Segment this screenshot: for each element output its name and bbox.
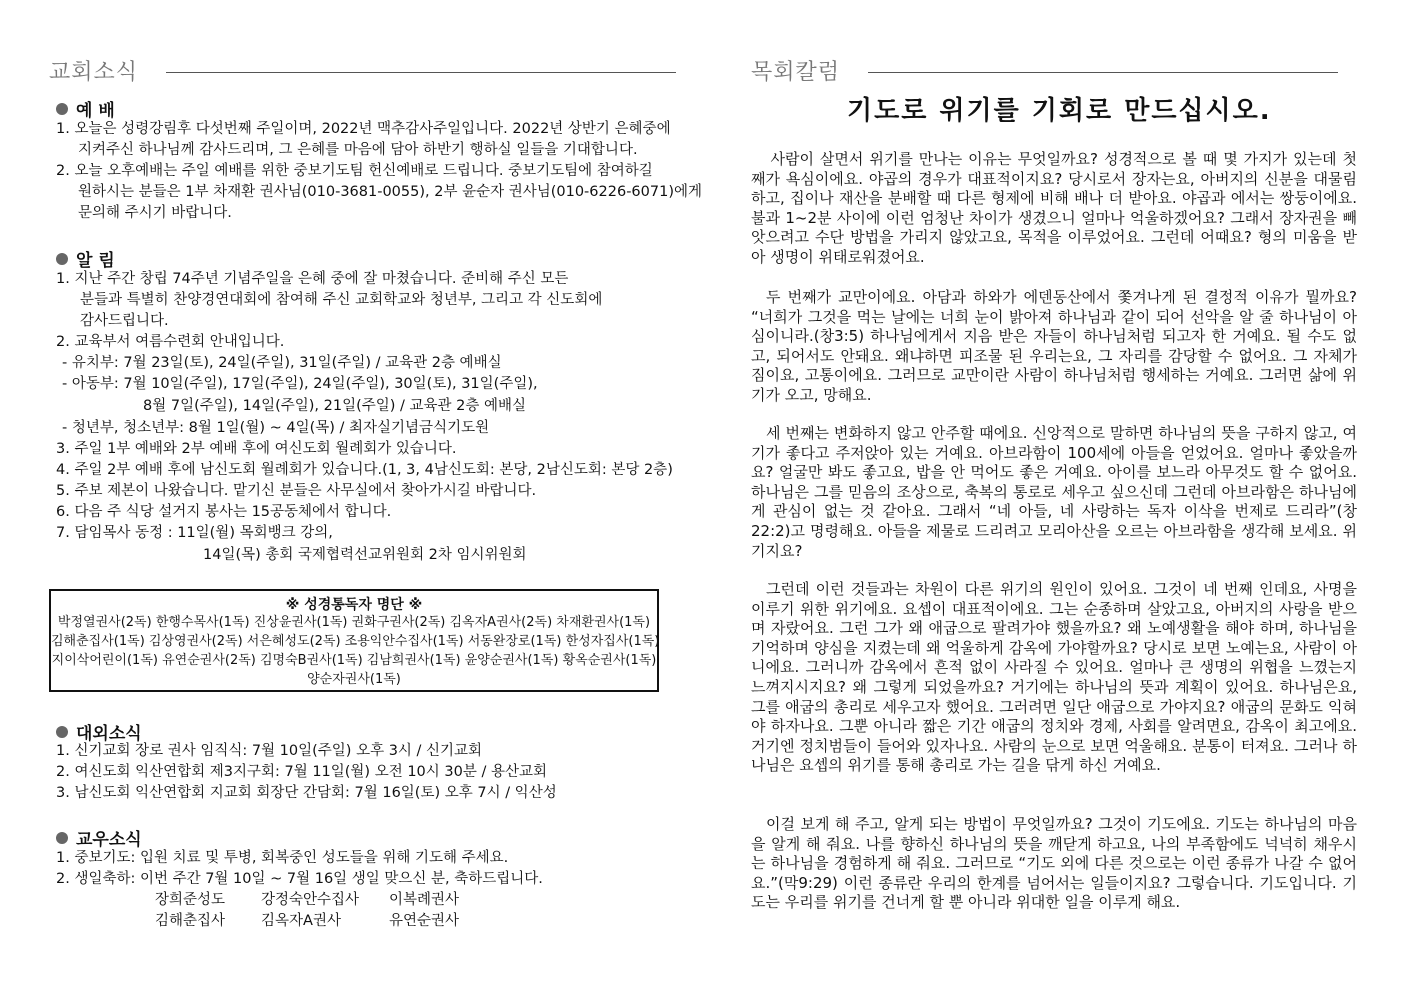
bullet-icon (56, 253, 68, 265)
members-news-title: 교우소식 (76, 830, 142, 850)
notice-heading (56, 246, 115, 271)
notice-line: 1. 지난 주간 창립 74주년 기념주일을 은혜 중에 잘 마쳤습니다. 준비해 주신 모든 (56, 271, 569, 287)
bible-readers-line: 김해춘집사(1독) 김상영권사(2독) 서은혜성도(2독) 조용익안수집사(1독) 서동완장로(1독) 한성자집사(1독) (51, 634, 660, 649)
bible-readers-line: 박정열권사(2독) 한행수목사(1독) 진상윤권사(1독) 권화구권사(2독) 김옥자A권사(2독) 차재환권사(1독) (57, 615, 651, 630)
worship-line: 2. 오늘 오후예배는 주일 예배를 위한 중보기도팀 헌신예배로 드립니다. 중보기도팀에 참여하길 (56, 163, 653, 179)
notice-line: 4. 주일 2부 예배 후에 남신도회 월례회가 있습니다.(1, 3, 4남신도회: 본당, 2남신도회: 본당 2층) (56, 462, 673, 478)
column-paragraph: 이걸 보게 해 주고, 알게 되는 방법이 무엇일까요? 그것이 기도에요. 기도는 하나님의 마음을 알게 해 줘요. 나를 향하신 하나님의 뜻을 깨닫게 하고요, 나의 부족함에도 넉넉히 채우시는 하나님을 경험하게 해 줘요. 그러므로 “기도 외에 다른 것으로는 이런 종류가 나갈 수 없어요.”(막9:29) 이런 종류란 우리의 한계를 넘어서는 일들이지요? 그렇습니다. 기도입니다. 기도는 우리를 위기를 건너게 할 뿐 아니라 위대한 일을 이루게 해요. (751, 815, 1357, 912)
notice-line: 감사드립니다. (80, 313, 169, 329)
worship-title: 예 배 (76, 101, 115, 121)
external-news-line: 2. 여신도회 익산연합회 제3지구회: 7월 11일(월) 오전 10시 30분 / 용산교회 (56, 764, 547, 780)
worship-line: 지켜주신 하나님께 감사드리며, 그 은혜를 마음에 담아 하반기 행하실 일들을 기대합니다. (78, 142, 638, 158)
notice-line: 2. 교육부서 여름수련회 안내입니다. (56, 334, 285, 350)
pastor-column-header: 목회칼럼 (751, 60, 841, 85)
worship-line: 문의해 주시기 바랍니다. (78, 205, 232, 221)
column-title: 기도로 위기를 기회로 만드십시오. (847, 96, 1272, 126)
birthday-name: 김해춘집사 (155, 913, 226, 929)
notice-line: 5. 주보 제본이 나왔습니다. 맡기신 분들은 사무실에서 찾아가시길 바랍니다. (56, 483, 537, 499)
members-news-line: 1. 중보기도: 입원 치료 및 투병, 회복중인 성도들을 위해 기도해 주세요. (56, 850, 509, 866)
members-news-line: 2. 생일축하: 이번 주간 7월 10일 ~ 7월 16일 생일 맞으신 분, 축하드립니다. (56, 871, 543, 887)
birthday-name: 유연순권사 (389, 913, 460, 929)
notice-line: 7. 담임목사 동정 : 11일(월) 목회뱅크 강의, (56, 525, 333, 541)
notice-title: 알 림 (76, 251, 115, 271)
notice-line: 6. 다음 주 식당 설거지 봉사는 15공동체에서 합니다. (56, 504, 392, 520)
column-paragraph: 세 번째는 변화하지 않고 안주할 때에요. 신앙적으로 말하면 하나님의 뜻을 구하지 않고, 여기가 좋다고 주저앉아 있는 거예요. 아브라함이 100세에 아들을 얻었어요. 얼마나 좋았을까요? 얼굴만 봐도 좋고요, 밥을 안 먹어도 좋은 거예요. 아이를 보느라 아무것도 할 수 없어요. 하나님은 그를 믿음의 조상으로, 축복의 통로로 세우고 싶으신데 그런데 아브라함은 하나님에게 관심이 없는 것 같아요. 그래서 “네 아들, 네 사랑하는 독자 이삭을 번제로 드리라”(창22:2)고 명령해요. 아들을 제물로 드리려고 모리아산을 오르는 아브라함을 생각해 보세요. 위기지요? (751, 424, 1357, 560)
header-divider (166, 72, 676, 73)
column-paragraph: 두 번째가 교만이에요. 아담과 하와가 에덴동산에서 쫓겨나게 된 결정적 이유가 뭘까요? “너희가 그것을 먹는 날에는 너희 눈이 밝아져 하나님과 같이 되어 선악을 알 줄 하나님이 아심이니라.(창3:5) 하나님에게서 지음 받은 자들이 하나님처럼 되고자 한 거예요. 될 수도 없고, 되어서도 안돼요. 왜냐하면 피조물 된 우리는요, 그 자리를 감당할 수 없어요. 그 자체가 짐이요, 고통이에요. 그러므로 교만이란 사람이 하나님처럼 행세하는 거예요. 그러면 삶에 위기가 오고, 망해요. (751, 288, 1357, 404)
header-divider (868, 72, 1338, 73)
external-news-title: 대외소식 (76, 724, 142, 744)
birthday-name: 김옥자A권사 (261, 913, 341, 929)
notice-line: - 아동부: 7월 10일(주일), 17일(주일), 24일(주일), 30일(토), 31일(주일), (62, 376, 538, 392)
external-news-line: 3. 남신도회 익산연합회 지교회 회장단 간담회: 7월 16일(토) 오후 7시 / 익산성 (56, 785, 557, 801)
notice-line: - 청년부, 청소년부: 8월 1일(월) ~ 4일(목) / 최자실기념금식기도원 (62, 420, 490, 436)
bullet-icon (56, 832, 68, 844)
worship-line: 1. 오늘은 성령강림후 다섯번째 주일이며, 2022년 맥추감사주일입니다. 2022년 상반기 은혜중에 (56, 121, 671, 137)
birthday-name: 이복례권사 (389, 892, 460, 908)
notice-line: - 유치부: 7월 23일(토), 24일(주일), 31일(주일) / 교육관 2층 예배실 (62, 355, 502, 371)
column-paragraph: 그런데 이런 것들과는 차원이 다른 위기의 원인이 있어요. 그것이 네 번째 인데요, 사명을 이루기 위한 위기에요. 요셉이 대표적이에요. 그는 순종하며 살았고요, 아버지의 사랑을 받으며 자랐어요. 그런 그가 왜 애굽으로 팔려가야 했을까요? 왜 노예생활을 해야 하며, 하나님을 기억하며 양심을 지켰는데 왜 억울하게 감옥에 가야할까요? 당시로 보면 노예는요, 사람이 아니에요. 그러니까 감옥에서 흔적 없이 사라질 수 있어요. 얼마나 큰 생명의 위협을 느꼈는지 느껴지시지요? 왜 그렇게 되었을까요? 거기에는 하나님의 뜻과 계획이 있어요. 하나님은요, 그를 애굽의 총리로 세우고자 했어요. 그러려면 일단 애굽으로 가야지요? 애굽의 문화도 익혀야 하자나요. 그뿐 아니라 짧은 기간 애굽의 정치와 경제, 사회를 알려면요, 감옥이 최고에요. 거기엔 정치범들이 들어와 있자나요. 사람의 눈으로 보면 억울해요. 분통이 터져요. 그러나 하나님은 요셉의 위기를 통해 총리로 가는 길을 닦게 하신 거예요. (751, 580, 1357, 775)
bible-readers-title: ※ 성경통독자 명단 ※ (285, 597, 423, 613)
notice-line: 3. 주일 1부 예배와 2부 예배 후에 여신도회 월례회가 있습니다. (56, 441, 457, 457)
bible-readers-line: 양순자권사(1독) (307, 672, 401, 687)
external-news-line: 1. 신기교회 장로 권사 임직식: 7월 10일(주일) 오후 3시 / 신기교회 (56, 743, 483, 759)
birthday-name: 강정숙안수집사 (261, 892, 360, 908)
column-paragraph: 사람이 살면서 위기를 만나는 이유는 무엇일까요? 성경적으로 볼 때 몇 가지가 있는데 첫째가 욕심이에요. 야곱의 경우가 대표적이지요? 당시로서 장자는요, 아버지의 신분을 대물림하고, 집이나 재산을 분배할 때 다른 형제에 비해 배나 더 받아요. 야곱과 에서는 쌍둥이에요. 불과 1~2분 사이에 이런 엄청난 차이가 생겼으니 얼마나 억울하겠어요? 그래서 장자권을 빼앗으려고 수단 방법을 가리지 않았고요, 목적을 이루었어요. 그런데 어때요? 형의 미움을 받아 생명이 위태로워졌어요. (751, 150, 1357, 266)
worship-line: 원하시는 분들은 1부 차재환 권사님(010-3681-0055), 2부 윤순자 권사님(010-6226-6071)에게 (78, 184, 702, 200)
members-news-heading (56, 825, 142, 850)
notice-line: 14일(목) 총회 국제협력선교위원회 2차 임시위원회 (203, 547, 527, 563)
bible-readers-box (49, 589, 659, 692)
notice-line: 8월 7일(주일), 14일(주일), 21일(주일) / 교육관 2층 예배실 (143, 398, 527, 414)
bullet-icon (56, 103, 68, 115)
bullet-icon (56, 726, 68, 738)
worship-heading (56, 96, 115, 121)
notice-line: 분들과 특별히 찬양경연대회에 참여해 주신 교회학교와 청년부, 그리고 각 신도회에 (80, 292, 603, 308)
church-news-header: 교회소식 (49, 60, 139, 85)
bible-readers-line: 지이삭어린이(1독) 유연순권사(2독) 김명숙B권사(1독) 김남희권사(1독) 윤양순권사(1독) 황옥순권사(1독) (51, 653, 657, 668)
birthday-name: 장희준성도 (155, 892, 226, 908)
